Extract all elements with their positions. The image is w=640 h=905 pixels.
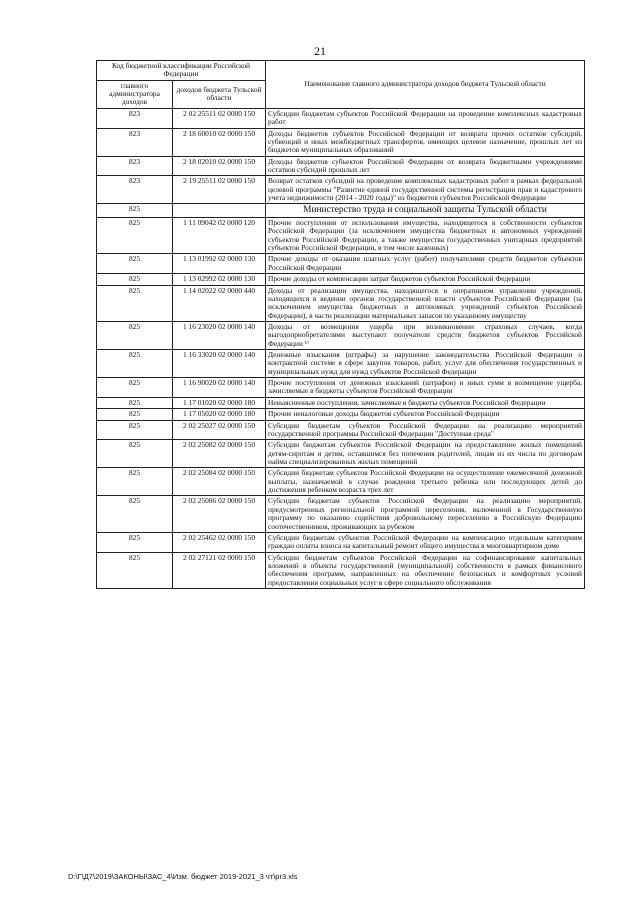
admin-code-cell: 825	[97, 468, 173, 496]
admin-code-cell: 825	[97, 350, 173, 378]
table-row	[97, 468, 585, 496]
description-cell: Доходы бюджетов субъектов Российской Федерации от возврата бюджетными учреждениями остатков субсидий прошлых лет	[266, 156, 585, 176]
table-row	[97, 108, 585, 128]
admin-code-cell: 825	[97, 397, 173, 408]
table-row	[97, 128, 585, 156]
income-code-cell: 1 17 01020 02 0000 180	[173, 397, 266, 408]
table-row	[97, 218, 585, 254]
income-code-cell: 2 02 25084 02 0000 150	[173, 468, 266, 496]
table-row	[97, 440, 585, 468]
table-row	[97, 496, 585, 532]
admin-code-cell: 823	[97, 108, 173, 128]
income-code-cell: 2 18 02010 02 0000 150	[173, 156, 266, 176]
table-row	[97, 409, 585, 420]
table-row	[97, 156, 585, 176]
description-cell: Прочие неналоговые доходы бюджетов субъектов Российской Федерации	[266, 409, 585, 420]
income-code-cell: 2 02 25027 02 0000 150	[173, 420, 266, 440]
income-code-cell: 1 13 01992 02 0000 130	[173, 254, 266, 274]
description-cell: Прочие поступления от денежных взысканий (штрафов) и иных сумм в возмещение ущерба, зачисляемые в бюджеты субъектов Российской Федерации	[266, 378, 585, 398]
admin-code-cell: 825	[97, 420, 173, 440]
admin-code-cell: 825	[97, 274, 173, 285]
budget-classification-table	[96, 60, 585, 589]
income-code-cell: 2 02 25086 02 0000 150	[173, 496, 266, 532]
income-code-cell: 1 17 05020 02 0000 180	[173, 409, 266, 420]
description-cell: Денежные взыскания (штрафы) за нарушение законодательства Российской Федерации о контрактной системе в сфере закупок товаров, работ, услуг для обеспечения государственных и муниципальных нужд для нужд субъектов Российской Федерации	[266, 350, 585, 378]
admin-code-cell: 825	[97, 532, 173, 552]
admin-code-cell: 825	[97, 204, 173, 218]
income-code-cell: 1 16 33020 02 0000 140	[173, 350, 266, 378]
admin-code-cell: 825	[97, 254, 173, 274]
admin-code-cell: 825	[97, 285, 173, 321]
description-cell: Доходы от реализации имущества, находящегося в оперативном управлении учреждений, находящихся в ведении органов государственной власти субъектов Российской Федерации (за исключением имущества бюджетных и автономных учреждений субъектов Российской Федерации), в части реализации материальных запасов по указанному имуществу	[266, 285, 585, 321]
table-row	[97, 274, 585, 285]
description-cell: Субсидии бюджетам субъектов Российской Федерации на реализацию мероприятий, предусмотренных региональной программой переселения, включенной в Государственную программу по оказанию содействия добровольному переселению в Российскую Федерацию соотечественников, проживающих за рубежом	[266, 496, 585, 532]
description-cell: Субсидии бюджетам субъектов Российской Федерации на осуществление ежемесячной денежной выплаты, назначаемой в случае рождения третьего ребенка или последующих детей до достижения ребенком возраста трех лет	[266, 468, 585, 496]
description-cell: Прочие поступления от использования имущества, находящегося в собственности субъектов Российской Федерации (за исключением имущества бюджетных и автономных учреждений субъектов Российской Федерации, а также имущества государственных унитарных предприятий субъектов Российской Федерации, в том числе казенных)	[266, 218, 585, 254]
header-administrator-name: Наименование главного администратора доходов бюджета Тульской области	[266, 61, 585, 109]
description-cell: Субсидии бюджетам субъектов Российской Федерации на проведение комплексных кадастровых работ	[266, 108, 585, 128]
income-code-cell: 2 02 25082 02 0000 150	[173, 440, 266, 468]
file-path-footer: D:\Г\Д7\2019\ЗАКОНЫ\ЗАС_4\Изм. бюджет 2019-2021_3 чт\pr3.xls	[68, 872, 298, 881]
description-cell: Прочие доходы от оказания платных услуг (работ) получателями средств бюджетов субъектов Российской Федерации	[266, 254, 585, 274]
income-code-cell: 1 13 02992 02 0000 130	[173, 274, 266, 285]
income-code-cell: 1 14 02022 02 0000 440	[173, 285, 266, 321]
income-code-cell: 2 02 27121 02 0000 150	[173, 552, 266, 588]
page-number: 21	[314, 44, 326, 58]
admin-code-cell: 825	[97, 552, 173, 588]
admin-code-cell: 825	[97, 218, 173, 254]
table-row	[97, 321, 585, 349]
description-cell: Невыясненные поступления, зачисляемые в бюджеты субъектов Российской Федерации	[266, 397, 585, 408]
table-row	[97, 397, 585, 408]
description-cell: Доходы от возмещения ущерба при возникновении страховых случаев, когда выгодоприобретателями выступают получатели средств бюджетов субъектов Российской Федерации ¹⁾	[266, 321, 585, 349]
income-code-cell: 2 02 25511 02 0000 150	[173, 108, 266, 128]
income-code-cell: 2 18 60010 02 0000 150	[173, 128, 266, 156]
table-row	[97, 420, 585, 440]
admin-code-cell: 825	[97, 496, 173, 532]
table-row	[97, 254, 585, 274]
admin-code-cell: 825	[97, 378, 173, 398]
description-cell: Прочие доходы от компенсации затрат бюджетов субъектов Российской Федерации	[266, 274, 585, 285]
income-code-cell: 1 16 23020 02 0000 140	[173, 321, 266, 349]
header-income-code: доходов бюджета Тульской области	[173, 80, 266, 108]
income-code-cell: 1 11 09042 02 0000 120	[173, 218, 266, 254]
description-cell: Возврат остатков субсидий на проведение комплексных кадастровых работ в рамках федеральной целевой программы "Развитие единой государственной системы регистрации прав и кадастрового учета недвижимости (2014 - 2020 годы)" из бюджетов субъектов Российской Федерации	[266, 176, 585, 204]
table-body	[97, 108, 585, 588]
admin-code-cell: 823	[97, 176, 173, 204]
header-classification-code: Код бюджетной классификации Российской Федерации	[97, 61, 266, 81]
section-title-cell: Министерство труда и социальной защиты Тульской области	[266, 204, 585, 218]
table-row	[97, 552, 585, 588]
admin-code-cell: 825	[97, 440, 173, 468]
income-code-cell	[173, 204, 266, 218]
description-cell: Субсидии бюджетам субъектов Российской Федерации на реализацию мероприятий государственной программы Российской Федерации "Доступная среда"	[266, 420, 585, 440]
table-row	[97, 350, 585, 378]
admin-code-cell: 823	[97, 156, 173, 176]
income-code-cell: 1 16 90020 02 0000 140	[173, 378, 266, 398]
table-row	[97, 532, 585, 552]
description-cell: Субсидии бюджетам субъектов Российской Федерации на предоставление жилых помещений детям-сиротам и детям, оставшимся без попечения родителей, лицам из их числа по договорам найма специализированных жилых помещений	[266, 440, 585, 468]
table-row	[97, 285, 585, 321]
income-code-cell: 2 02 25462 02 0000 150	[173, 532, 266, 552]
description-cell: Доходы бюджетов субъектов Российской Федерации от возврата прочих остатков субсидий, субвенций и иных межбюджетных трансфертов, имеющих целевое назначение, прошлых лет из бюджетов муниципальных образований	[266, 128, 585, 156]
admin-code-cell: 825	[97, 409, 173, 420]
income-code-cell: 2 19 25511 02 0000 150	[173, 176, 266, 204]
description-cell: Субсидии бюджетам субъектов Российской Федерации на компенсацию отдельным категориям граждан оплаты взноса на капитальный ремонт общего имущества в многоквартирном доме	[266, 532, 585, 552]
admin-code-cell: 823	[97, 128, 173, 156]
description-cell: Субсидии бюджетам субъектов Российской Федерации на софинансирование капитальных вложений в объекты государственной (муниципальной) собственности в рамках финансового обеспечения программ, направленных на обеспечение безопасных и комфортных условий предоставления социальных услуг в сфере социального обслуживания	[266, 552, 585, 588]
header-main-administrator: главного администратора доходов	[97, 80, 173, 108]
table-row	[97, 378, 585, 398]
admin-code-cell: 825	[97, 321, 173, 349]
section-row	[97, 204, 585, 218]
header-row-top	[97, 61, 585, 81]
table-row	[97, 176, 585, 204]
